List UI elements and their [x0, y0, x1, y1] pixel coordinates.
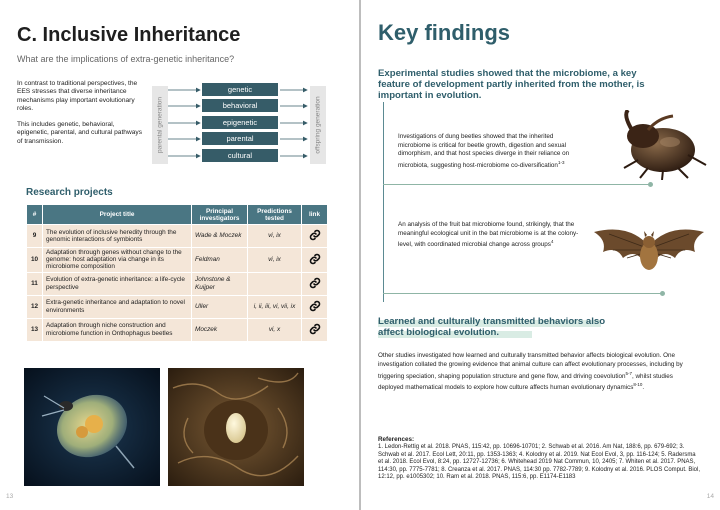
intro-paragraph-1: In contrast to traditional perspectives, the EES stresses that diverse inheritance mechanisms play important evolutionary roles.: [17, 80, 138, 112]
box-epigenetic: epigenetic: [202, 116, 278, 129]
connector-line-1: [383, 184, 651, 185]
timeline-line: [383, 102, 384, 302]
project-title: The evolution of inclusive heredity through the genomic interactions of symbionts: [43, 225, 192, 248]
finding-heading-culture: [378, 316, 628, 338]
beetle-brood-ball-photo: [168, 368, 304, 486]
project-number: 9: [27, 225, 43, 248]
project-number: 12: [27, 295, 43, 318]
page-number-left: 13: [6, 493, 14, 500]
parental-generation-label: parental generation: [156, 96, 164, 154]
inheritance-diagram: [150, 78, 335, 168]
principal-investigators: Johnstone & Kuijper: [192, 272, 248, 295]
right-page: [361, 0, 720, 510]
project-link-cell: [302, 225, 328, 248]
culture-citation-2: 8-10: [633, 382, 643, 388]
project-title: Extra-genetic inheritance and adaptation to novel environments: [43, 295, 192, 318]
link-icon[interactable]: [309, 300, 321, 312]
finding-dung-beetles-text: Investigations of dung beetles showed that the inherited microbiome is critical for beetle growth, digestion and sexual dimorphism, and that host species diverge in their reliance on microbiota, suggesting host-microbiome co-diversification: [398, 133, 570, 169]
finding-dung-beetles: [398, 133, 583, 170]
fruit-bat-image: [589, 218, 709, 278]
culture-body-part-2: , whilst studies deployed mathematical models to explore how culture affects human evolutionary dynamics: [378, 372, 673, 392]
principal-investigators: Wade & Moczek: [192, 225, 248, 248]
predictions-tested: vi, ix: [248, 225, 302, 248]
table-row: [27, 272, 328, 295]
key-findings-title: Key findings: [378, 20, 511, 45]
connector-dot-1: [648, 182, 653, 187]
connector-dot-2: [660, 291, 665, 296]
project-link-cell: [302, 248, 328, 273]
project-number: 13: [27, 318, 43, 341]
table-row: [27, 318, 328, 341]
link-icon[interactable]: [309, 229, 321, 241]
box-cultural: cultural: [202, 149, 278, 162]
predictions-tested: i, ii, iii, vi, vii, ix: [248, 295, 302, 318]
finding-fruit-bat-citation: 4: [550, 239, 554, 245]
principal-investigators: Uller: [192, 295, 248, 318]
intro-text: [17, 80, 145, 154]
link-icon[interactable]: [309, 253, 321, 265]
finding-fruit-bat: [398, 221, 583, 250]
col-predictions: Predictions tested: [248, 205, 302, 225]
col-link: link: [302, 205, 328, 225]
col-pi: Principal investigators: [192, 205, 248, 225]
link-icon[interactable]: [309, 277, 321, 289]
table-header-row: [27, 205, 328, 225]
page-subtitle: What are the implications of extra-genetic inheritance?: [17, 54, 235, 64]
finding-fruit-bat-text: An analysis of the fruit bat microbiome found, strikingly, that the meaningful ecological unit in the bat microbiome is at the colony-level, with coordinated microbial change across groups: [398, 221, 579, 249]
project-title: Evolution of extra-genetic inheritance: a life-cycle perspective: [43, 272, 192, 295]
link-icon[interactable]: [309, 323, 321, 335]
predictions-tested: vi, x: [248, 318, 302, 341]
intro-paragraph-2: This includes genetic, behavioral, epigenetic, parental, and cultural pathways of transmission.: [17, 121, 142, 145]
project-title: Adaptation through niche construction and microbiome function in Onthophagus beetles: [43, 318, 192, 341]
project-link-cell: [302, 272, 328, 295]
principal-investigators: Moczek: [192, 318, 248, 341]
finding-heading-microbiome: Experimental studies showed that the microbiome, a key feature of development partly inherited from the mother, is important in evolution.: [378, 68, 645, 101]
table-row: [27, 248, 328, 273]
offspring-generation-label: offspring generation: [314, 96, 322, 154]
left-page: [0, 0, 359, 510]
principal-investigators: Feldman: [192, 248, 248, 273]
col-title: Project title: [43, 205, 192, 225]
project-link-cell: [302, 318, 328, 341]
research-projects-title: Research projects: [26, 187, 113, 198]
references-list: 1. Ledon-Rettig et al. 2018. PNAS, 115:42, pp. 10696-10701; 2. Schwab et al. 2016. Am Nat, 188:6, pp. 679-692; 3. Schwab et al. 2017. Ecol Lett, 20:11, pp. 1353-1363; 4. Kolodny et al. 2019. Nat Ecol Evol, 3, pp. 116-124; 5. Radersma et al. 2018. Ecol Evol, 8:24, pp. 12727-12736; 6. Whitehead 2019 Nat Commun, 10, 2405; 7. Whiten et al. 2017. PNAS, 114:30, pp. 7775-7781; 8. Creanza et al. 2017. PNAS, 114:30 pp. 7782-7789; 9. Kolodny et al. 2016. PLOS Comput. Biol, 12:12, pp. e1005302; 10. Ram et al. 2018. PNAS, 115:6, pp. E1174-E1183: [378, 444, 700, 481]
page-title: C. Inclusive Inheritance: [17, 24, 241, 46]
connector-line-2: [383, 293, 663, 294]
finding-dung-beetles-citation: 1-3: [557, 159, 565, 165]
offspring-generation-bar: [310, 86, 326, 164]
culture-body-text: Other studies investigated how learned and culturally transmitted behavior affects biological evolution. One investigation collated the growing evidence that animal culture can affect evolutionary processes, including by triggering speciation, shaping population structure and gene flow, and driving coevolution$^{5-7}$, whilst studies deployed mathematical models to explore how culture affects human evolutionary dynamics$^{8-10}$.: [378, 352, 683, 392]
research-projects-table: [26, 204, 328, 342]
parental-generation-bar: [152, 86, 168, 164]
daphnia-photo: [24, 368, 160, 486]
culture-citation-1: 5-7: [625, 370, 633, 376]
page-number-right: 14: [706, 493, 714, 500]
culture-body-part-1: Other studies investigated how learned and culturally transmitted behavior affects biological evolution. One investigation collated the growing evidence that animal culture can affect evolutionary processes, including by triggering speciation, shaping population structure and gene flow, and driving coevolution: [378, 352, 683, 380]
box-behavioral: behavioral: [202, 99, 278, 112]
table-row: [27, 295, 328, 318]
project-number: 11: [27, 272, 43, 295]
col-num: #: [27, 205, 43, 225]
project-number: 10: [27, 248, 43, 273]
table-row: [27, 225, 328, 248]
project-link-cell: [302, 295, 328, 318]
predictions-tested: [248, 272, 302, 295]
box-parental: parental: [202, 132, 278, 145]
finding-heading-culture-text: Learned and culturally transmitted behaviors also affect biological evolution.: [378, 316, 606, 338]
box-genetic: genetic: [202, 83, 278, 96]
project-title: Adaptation through genes without change to the genome: host adaptation via change in its microbiome composition: [43, 248, 192, 273]
predictions-tested: vi, ix: [248, 248, 302, 273]
dung-beetle-image: [618, 110, 713, 180]
references-title: References:: [378, 436, 415, 443]
